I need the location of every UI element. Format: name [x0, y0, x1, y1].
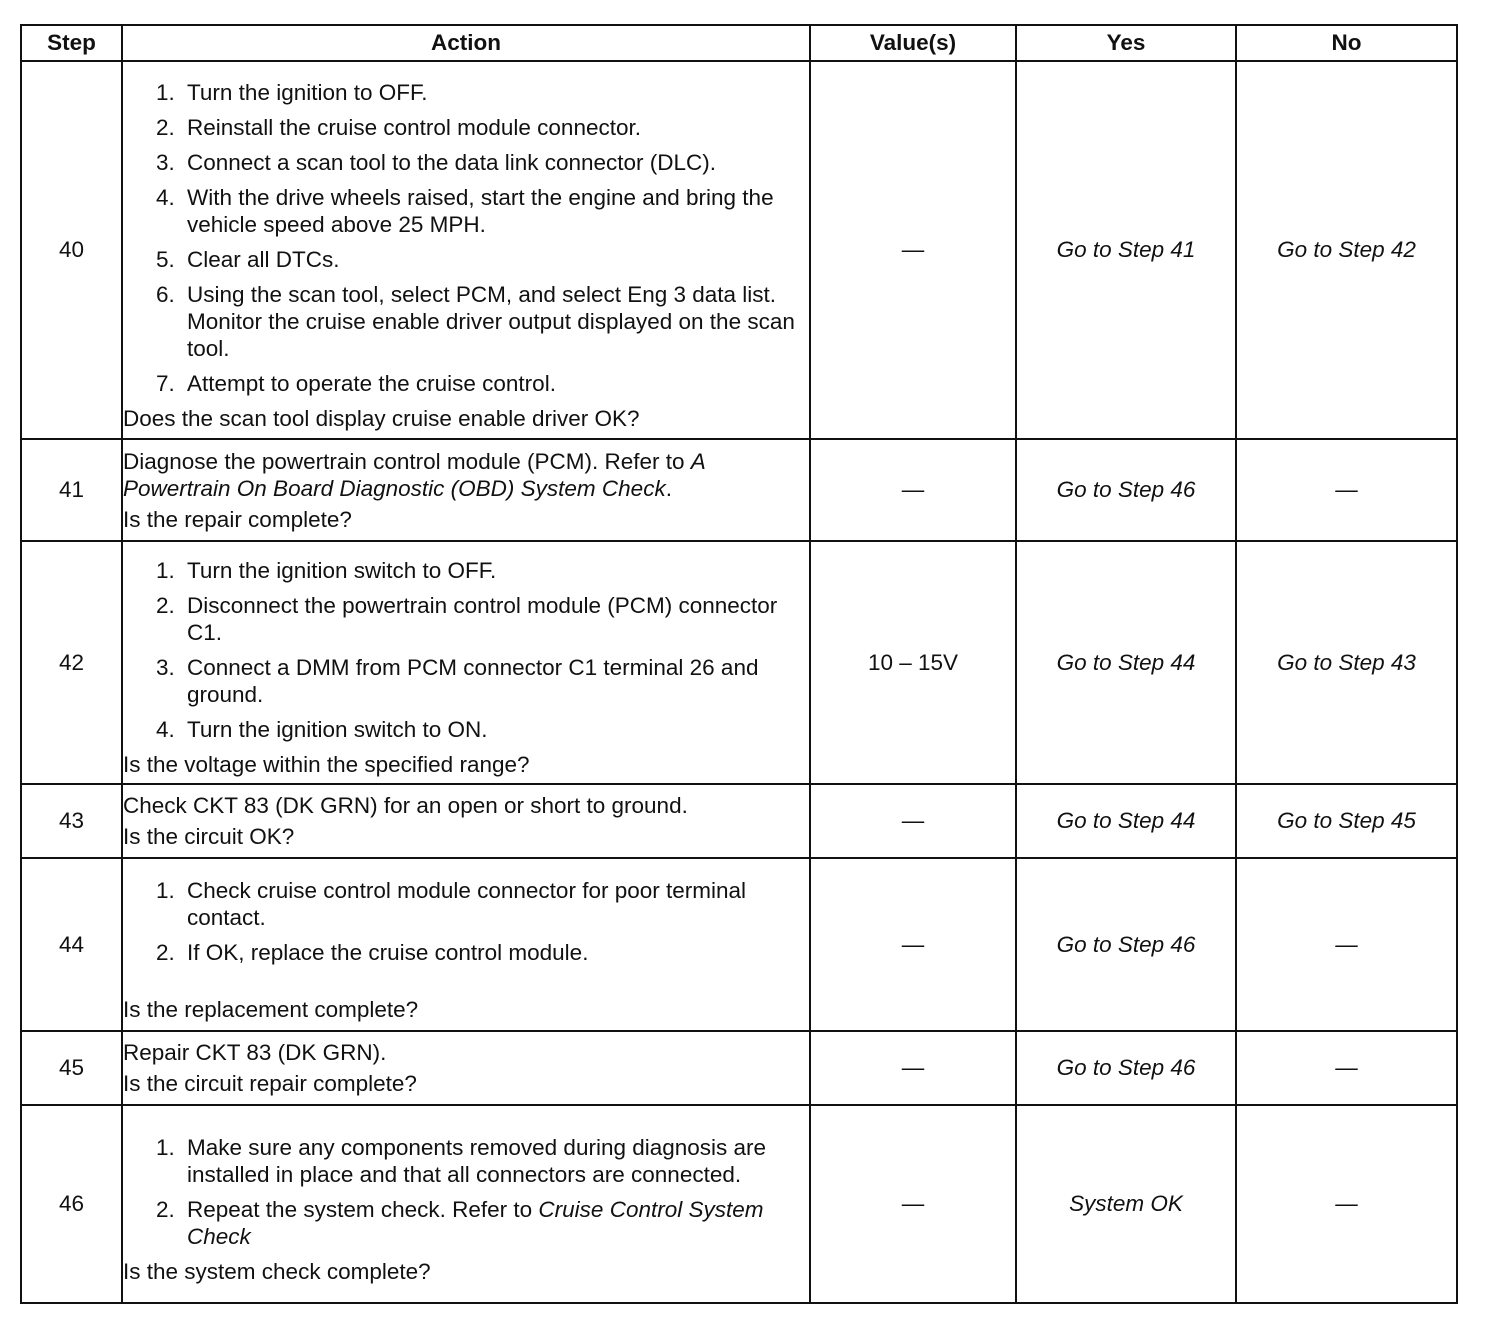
question: Is the circuit repair complete? — [123, 1071, 417, 1096]
action-text — [123, 448, 809, 502]
no-cell: Go to Step 42 — [1236, 61, 1457, 439]
header-action: Action — [122, 25, 810, 61]
step-number: 45 — [21, 1031, 122, 1105]
question: Does the scan tool display cruise enable driver OK? — [123, 405, 640, 431]
table-row — [21, 1105, 1457, 1303]
no-cell: Go to Step 45 — [1236, 784, 1457, 858]
list-item: 1. Make sure any components removed during diagnosis are installed in place and that all connectors are connected. — [181, 1134, 809, 1188]
header-no: No — [1236, 25, 1457, 61]
action-text: Check CKT 83 (DK GRN) for an open or short to ground. — [123, 793, 688, 818]
action-cell — [122, 858, 810, 1031]
no-cell: — — [1236, 439, 1457, 541]
header-yes: Yes — [1016, 25, 1236, 61]
table-row — [21, 541, 1457, 784]
value-cell: — — [810, 439, 1016, 541]
action-cell — [122, 541, 810, 784]
yes-cell: Go to Step 44 — [1016, 784, 1236, 858]
no-cell: — — [1236, 1031, 1457, 1105]
list-item — [181, 1196, 809, 1250]
list-item-text: Repeat the system check. Refer to — [187, 1196, 539, 1222]
value-cell: — — [810, 858, 1016, 1031]
step-number: 46 — [21, 1105, 122, 1303]
header-values: Value(s) — [810, 25, 1016, 61]
list-item: 6. Using the scan tool, select PCM, and select Eng 3 data list. Monitor the cruise enable driver output displayed on the scan tool. — [181, 281, 809, 362]
action-cell — [122, 784, 810, 858]
action-list — [123, 79, 809, 397]
no-cell: Go to Step 43 — [1236, 541, 1457, 784]
list-item: 1. Check cruise control module connector for poor terminal contact. — [181, 877, 809, 931]
yes-cell: Go to Step 44 — [1016, 541, 1236, 784]
list-item: 3. Connect a scan tool to the data link connector (DLC). — [181, 149, 809, 176]
question: Is the system check complete? — [123, 1258, 431, 1284]
list-item: 3. Connect a DMM from PCM connector C1 terminal 26 and ground. — [181, 654, 809, 708]
list-item: 7. Attempt to operate the cruise control. — [181, 370, 809, 397]
list-item: 2. If OK, replace the cruise control module. — [181, 939, 809, 966]
action-text-end: . — [665, 475, 672, 501]
question: Is the voltage within the specified range? — [123, 752, 530, 777]
step-number: 40 — [21, 61, 122, 439]
value-cell: — — [810, 61, 1016, 439]
header-step: Step — [21, 25, 122, 61]
action-cell — [122, 1105, 810, 1303]
reference-link[interactable]: Cruise Control System Check — [187, 1196, 764, 1249]
table-row — [21, 784, 1457, 858]
step-number: 42 — [21, 541, 122, 784]
action-list — [123, 877, 809, 966]
no-cell: — — [1236, 1105, 1457, 1303]
list-item: 1. Turn the ignition switch to OFF. — [181, 557, 809, 584]
value-cell: — — [810, 1105, 1016, 1303]
question: Is the circuit OK? — [123, 824, 295, 849]
step-number: 44 — [21, 858, 122, 1031]
step-number: 43 — [21, 784, 122, 858]
action-cell — [122, 1031, 810, 1105]
no-cell: — — [1236, 858, 1457, 1031]
list-item: 1. Turn the ignition to OFF. — [181, 79, 809, 106]
list-item: 4. Turn the ignition switch to ON. — [181, 716, 809, 743]
yes-cell: Go to Step 46 — [1016, 1031, 1236, 1105]
table-row — [21, 439, 1457, 541]
list-item: 2. Reinstall the cruise control module connector. — [181, 114, 809, 141]
question: Is the repair complete? — [123, 506, 352, 532]
diagnostic-table — [20, 24, 1458, 1304]
question: Is the replacement complete? — [123, 996, 419, 1022]
yes-cell: Go to Step 46 — [1016, 439, 1236, 541]
list-item: 5. Clear all DTCs. — [181, 246, 809, 273]
reference-link[interactable]: A Powertrain On Board Diagnostic (OBD) System Check — [123, 448, 705, 501]
yes-cell: Go to Step 46 — [1016, 858, 1236, 1031]
action-text-lead: Diagnose the powertrain control module (PCM). Refer to — [123, 448, 691, 474]
value-cell: — — [810, 1031, 1016, 1105]
action-list — [123, 557, 809, 743]
value-cell: — — [810, 784, 1016, 858]
table-row — [21, 1031, 1457, 1105]
step-number: 41 — [21, 439, 122, 541]
action-list — [123, 1134, 809, 1250]
list-item: 4. With the drive wheels raised, start the engine and bring the vehicle speed above 25 MPH. — [181, 184, 809, 238]
table-row — [21, 858, 1457, 1031]
action-cell — [122, 61, 810, 439]
action-cell — [122, 439, 810, 541]
header-row — [21, 25, 1457, 61]
value-cell: 10 – 15V — [810, 541, 1016, 784]
yes-cell: System OK — [1016, 1105, 1236, 1303]
yes-cell: Go to Step 41 — [1016, 61, 1236, 439]
list-item: 2. Disconnect the powertrain control module (PCM) connector C1. — [181, 592, 809, 646]
table-row — [21, 61, 1457, 439]
action-text: Repair CKT 83 (DK GRN). — [123, 1040, 387, 1065]
